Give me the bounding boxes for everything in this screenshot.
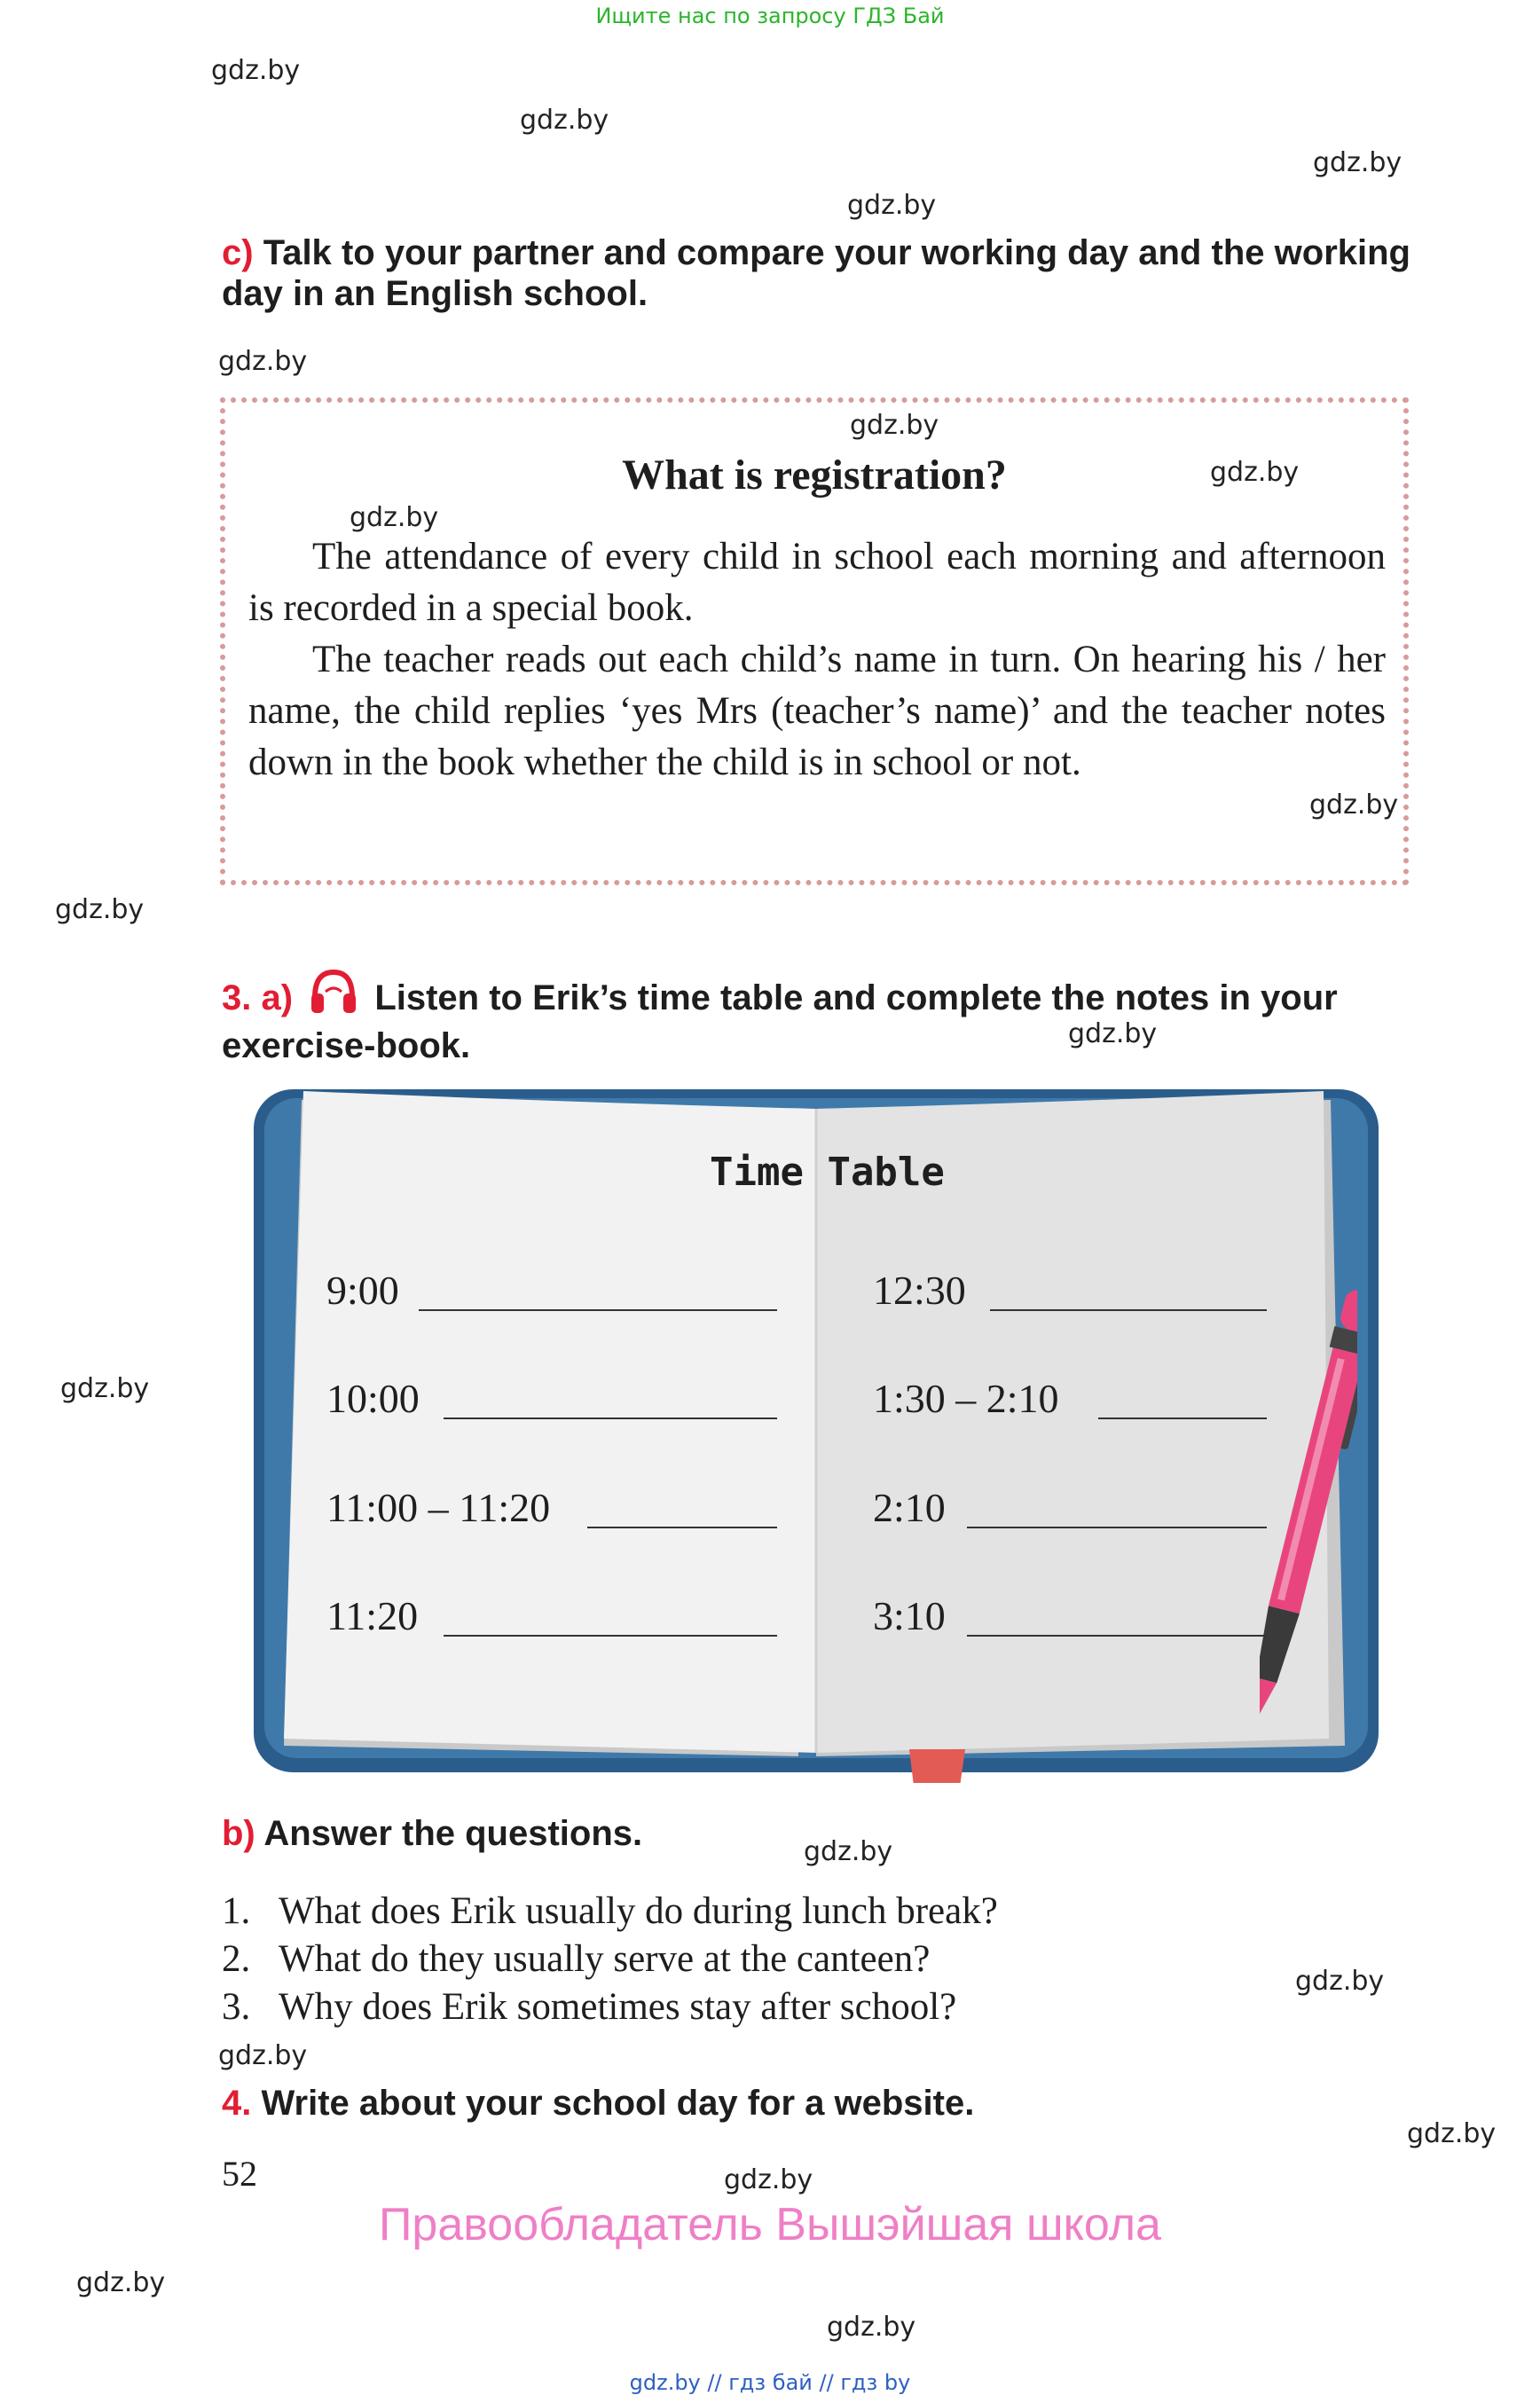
answer-line[interactable]: [444, 1417, 777, 1419]
watermark: gdz.by: [850, 410, 939, 441]
watermark: gdz.by: [1313, 147, 1402, 178]
registration-box: [220, 397, 1409, 885]
watermark: gdz.by: [1210, 457, 1300, 488]
question-text: What does Erik usually do during lunch break?: [279, 1890, 998, 1932]
watermark: gdz.by: [350, 502, 439, 533]
top-banner[interactable]: Ищите нас по запросу ГДЗ Бай: [595, 4, 945, 28]
task-3b: [222, 1813, 1410, 1854]
time-slot: 11:00 – 11:20: [326, 1485, 551, 1530]
question-item: [222, 1983, 998, 2031]
answer-line[interactable]: [990, 1309, 1267, 1311]
task-4-text: Write about your school day for a website.: [261, 2084, 975, 2123]
watermark: gdz.by: [55, 894, 145, 925]
answer-line[interactable]: [967, 1635, 1267, 1637]
task-c-label: c): [222, 233, 254, 272]
headphones-icon[interactable]: [308, 967, 359, 1025]
watermark: gdz.by: [1407, 2118, 1497, 2149]
time-slot: 1:30 – 2:10: [873, 1376, 1059, 1421]
watermark: gdz.by: [827, 2312, 916, 2343]
task-4-number: 4.: [222, 2084, 252, 2123]
task-3b-text: Answer the questions.: [263, 1814, 643, 1853]
task-c: [222, 232, 1410, 314]
time-slot: 3:10: [873, 1593, 946, 1638]
watermark: gdz.by: [211, 55, 301, 86]
watermark: gdz.by: [1295, 1966, 1385, 1997]
time-slot: 9:00: [326, 1268, 399, 1313]
task-4: [222, 2083, 1410, 2124]
watermark: gdz.by: [1309, 789, 1399, 821]
registration-paragraph: The attendance of every child in school each morning and afternoon is recorded in a special book.: [248, 536, 1386, 629]
answer-line[interactable]: [444, 1635, 777, 1637]
footer-links[interactable]: gdz.by // гдз бай // гдз by: [629, 2370, 911, 2395]
watermark: gdz.by: [847, 190, 937, 221]
timetable-notebook: [248, 1082, 1384, 1783]
task-3-number: 3.: [222, 978, 252, 1017]
time-slot: 10:00: [326, 1376, 420, 1421]
watermark: gdz.by: [76, 2267, 166, 2298]
time-slot: 2:10: [873, 1485, 946, 1530]
task-3a: [222, 967, 1410, 1066]
task-3a-label: a): [261, 978, 294, 1017]
question-item: [222, 1888, 998, 1936]
watermark: gdz.by: [218, 346, 308, 377]
question-item: [222, 1936, 998, 1983]
time-slot: 11:20: [326, 1593, 419, 1638]
registration-title: What is registration?: [622, 452, 1007, 499]
page-number: 52: [222, 2154, 257, 2194]
task-c-text: Talk to your partner and compare your working day and the working day in an English school.: [222, 233, 1410, 313]
watermark: gdz.by: [218, 2040, 308, 2071]
watermark: gdz.by: [804, 1836, 893, 1867]
question-number: 3.: [222, 1986, 251, 2028]
question-number: 2.: [222, 1938, 251, 1980]
pen-illustration: [1260, 1277, 1357, 1739]
question-number: 1.: [222, 1890, 251, 1932]
question-text: Why does Erik sometimes stay after school?: [279, 1986, 957, 2028]
task-3a-text: Listen to Erik’s time table and complete the notes in your exercise-book.: [222, 978, 1338, 1065]
watermark: gdz.by: [724, 2164, 813, 2195]
question-text: What do they usually serve at the canteen?: [279, 1938, 931, 1980]
watermark: gdz.by: [520, 105, 609, 136]
copyright-notice: Правообладатель Вышэйшая школа: [379, 2199, 1161, 2250]
answer-line[interactable]: [1098, 1417, 1267, 1419]
answer-line[interactable]: [419, 1309, 777, 1311]
answer-line[interactable]: [587, 1527, 777, 1528]
registration-text: [248, 531, 1386, 789]
time-slot: 12:30: [873, 1268, 966, 1313]
answer-line[interactable]: [967, 1527, 1267, 1528]
timetable-title: Time Table: [710, 1150, 945, 1195]
task-3b-label: b): [222, 1814, 255, 1853]
registration-paragraph: The teacher reads out each child’s name in turn. On hearing his / her name, the child replies ‘yes Mrs (teacher’s name)’ and the teacher notes down in the book whether the child is in school or not.: [248, 639, 1386, 783]
questions-list: [222, 1888, 998, 2031]
watermark: gdz.by: [1068, 1018, 1158, 1049]
watermark: gdz.by: [60, 1373, 150, 1404]
